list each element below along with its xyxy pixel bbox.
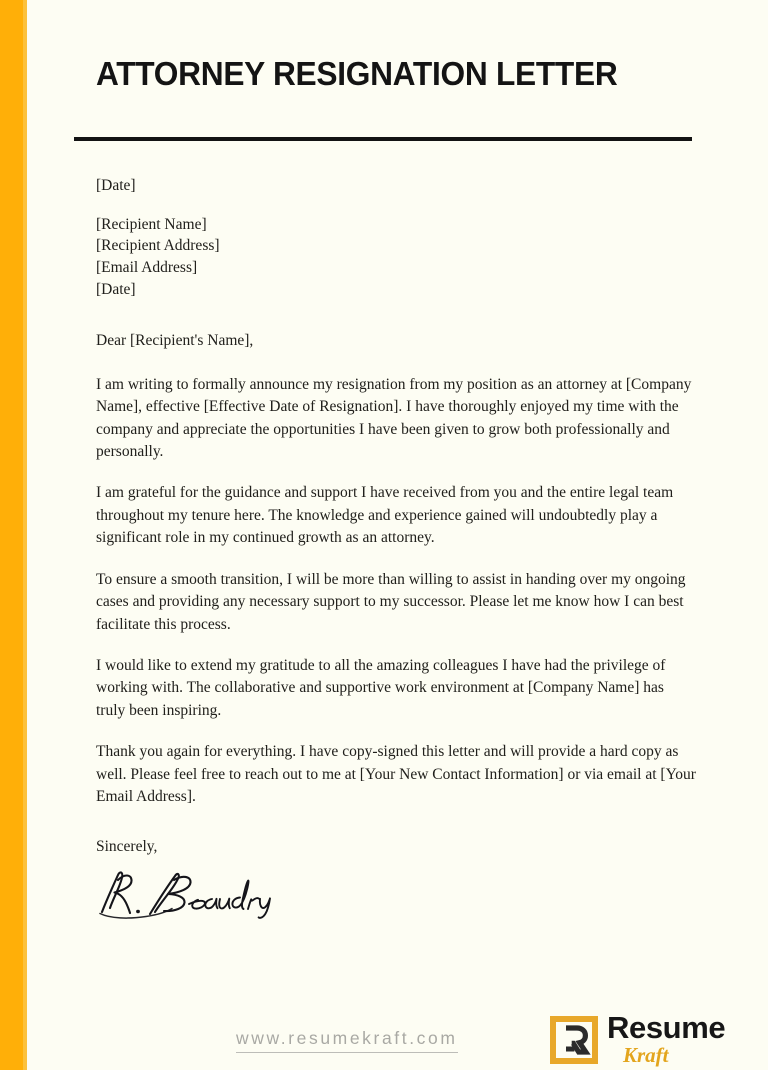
letter-meta-block bbox=[96, 175, 696, 300]
meta-date-top: [Date] bbox=[96, 177, 136, 195]
letter-content bbox=[96, 0, 696, 924]
meta-recipient-name: [Recipient Name] bbox=[96, 215, 207, 233]
meta-email-address: [Email Address] bbox=[96, 259, 198, 277]
website-url[interactable]: www.resumekraft.com bbox=[236, 1028, 458, 1053]
body-paragraph: I would like to extend my gratitude to all the amazing colleagues I have had the privilege of working with. The collaborative and supportive work environment at [Company Name] has truly been inspiring. bbox=[96, 656, 666, 719]
body-paragraph: I am writing to formally announce my resignation from my position as an attorney at [Company Name], effective [Effective Date of Resignation]. I have thoroughly enjoyed my time with the company and appreciate the opportunities I have been given to grow both professionally and personally. bbox=[96, 375, 692, 461]
meta-spacer bbox=[96, 197, 696, 214]
bottom-white-strip bbox=[0, 1070, 768, 1086]
resumekraft-logo-mark-icon bbox=[550, 1016, 598, 1064]
left-accent-bar-highlight bbox=[23, 0, 27, 1070]
resumekraft-wordmark bbox=[607, 1012, 725, 1066]
page-title: ATTORNEY RESIGNATION LETTER bbox=[96, 55, 618, 92]
valediction: Sincerely, bbox=[96, 838, 158, 856]
signature-image bbox=[94, 866, 284, 924]
meta-date-second: [Date] bbox=[96, 280, 136, 298]
body-paragraph: I am grateful for the guidance and support I have received from you and the entire legal team throughout my tenure here. The knowledge and experience gained will undoubtedly play a significant role in my continued growth as an attorney. bbox=[96, 484, 674, 547]
page-footer bbox=[0, 1012, 768, 1072]
brand-name-secondary: Kraft bbox=[623, 1043, 669, 1067]
salutation: Dear [Recipient's Name], bbox=[96, 332, 254, 350]
meta-recipient-address: [Recipient Address] bbox=[96, 237, 220, 255]
letter-body bbox=[96, 374, 696, 809]
brand-name-primary: Resume bbox=[607, 1010, 726, 1045]
body-paragraph: Thank you again for everything. I have copy-signed this letter and will provide a hard copy as well. Please feel free to reach out to me at [Your New Contact Information] or via email at [Your Email Address]. bbox=[96, 743, 696, 805]
title-divider-rule bbox=[74, 137, 692, 141]
body-paragraph: To ensure a smooth transition, I will be more than willing to assist in handing over my ongoing cases and providing any necessary support to my successor. Please let me know how I can best facilitate this process. bbox=[96, 570, 686, 633]
resumekraft-logo[interactable] bbox=[550, 1012, 725, 1066]
